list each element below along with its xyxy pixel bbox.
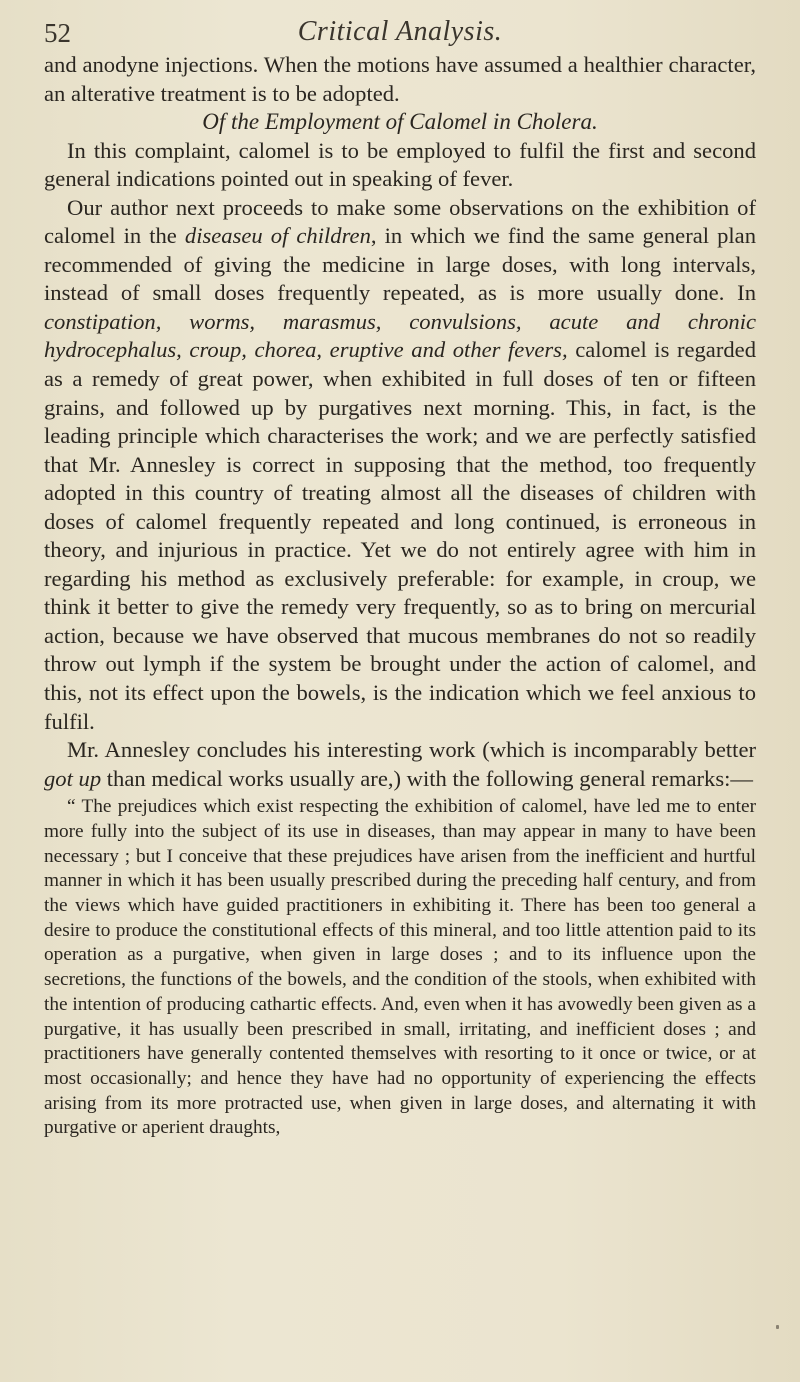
body-text xyxy=(44,51,756,793)
paragraph-text: Our author next proceeds to make some observations on the exhibition of calomel in the xyxy=(44,194,756,249)
paragraph-text: calomel is regarded as a remedy of great power, when exhibited in full doses of ten or fifteen grains, and followed up by purgatives next morning. This, in fact, is the leading principle which characterises the work; and we are perfectly satisfied that Mr. Annesley is correct in supposing that the method, too frequently adopted in this country of treating almost all the diseases of children with doses of calomel frequently repeated and long continued, is erroneous in theory, and injurious in practice. Yet we do not entirely agree with him in regarding his method as exclusively preferable: for example, in croup, we think it better to give the remedy very frequently, so as to bring on mercurial action, because we have observed that mucous membranes do not so readily throw out lymph if the system be brought under the action of calomel, and this, not its effect upon the bowels, is the indication which we feel anxious to fulfil. xyxy=(44,337,756,734)
paragraph-continuation: and anodyne injections. When the motions have assumed a healthier character, an alterative treatment is to be adopted. xyxy=(44,52,756,106)
quote-paragraph: “ The prejudices which exist respecting the exhibition of calomel, have led me to enter more fully into the subject of its use in diseases, than may appear in many to have been necessary ; but I conceive that these prejudices have arisen from the inefficient and hurtful manner in which it has been usually prescribed during the preceding half century, and from the views which have guided practitioners in exhibiting it. There has been too general a desire to produce the constitutional effects of this mineral, and too little attention paid to its operation as a purgative, when given in large doses ; and to its influence upon the secretions, the functions of the bowels, and the condition of the stools, when exhibited with the intention of producing cathartic effects. And, even when it has avowedly been given as a purgative, it has usually been prescribed in small, irritating, and inefficient doses ; and practitioners have generally contented themselves with resorting to it once or twice, or at most occasionally; and hence they have had no opportunity of experiencing the effects arising from its more protracted use, when given in large doses, and alternating it with purgative or aperient draughts, xyxy=(44,796,756,1139)
paragraph-children xyxy=(44,194,756,736)
italic-phrase: got up xyxy=(44,765,102,791)
section-title: Of the Employment of Calomel in Cholera. xyxy=(202,109,598,135)
paragraph-text: Mr. Annesley concludes his interesting work (which is incomparably better xyxy=(67,737,756,763)
paper-fleck xyxy=(776,1325,779,1329)
italic-disease-list: constipation, worms, marasmus, convulsions, acute and chronic hydrocephalus, croup, chorea, eruptive and other fevers, xyxy=(44,308,756,363)
paragraph-text: than medical works usually are,) with the following general remarks:— xyxy=(101,765,754,791)
paragraph-cholera: In this complaint, calomel is to be employed to fulfil the first and second general indications pointed out in speaking of fever. xyxy=(44,137,756,192)
paragraph-text: , in which we find the same general plan recommended of giving the medicine in large doses, with long intervals, instead of small doses frequently repeated, as is more usually done. In xyxy=(44,223,756,306)
page-number: 52 xyxy=(44,18,71,48)
italic-phrase: diseaseu of children xyxy=(184,223,371,249)
paragraph-conclusion xyxy=(44,736,756,793)
block-quote xyxy=(44,795,756,1141)
page-header xyxy=(44,10,756,50)
running-head: Critical Analysis. xyxy=(297,16,503,47)
